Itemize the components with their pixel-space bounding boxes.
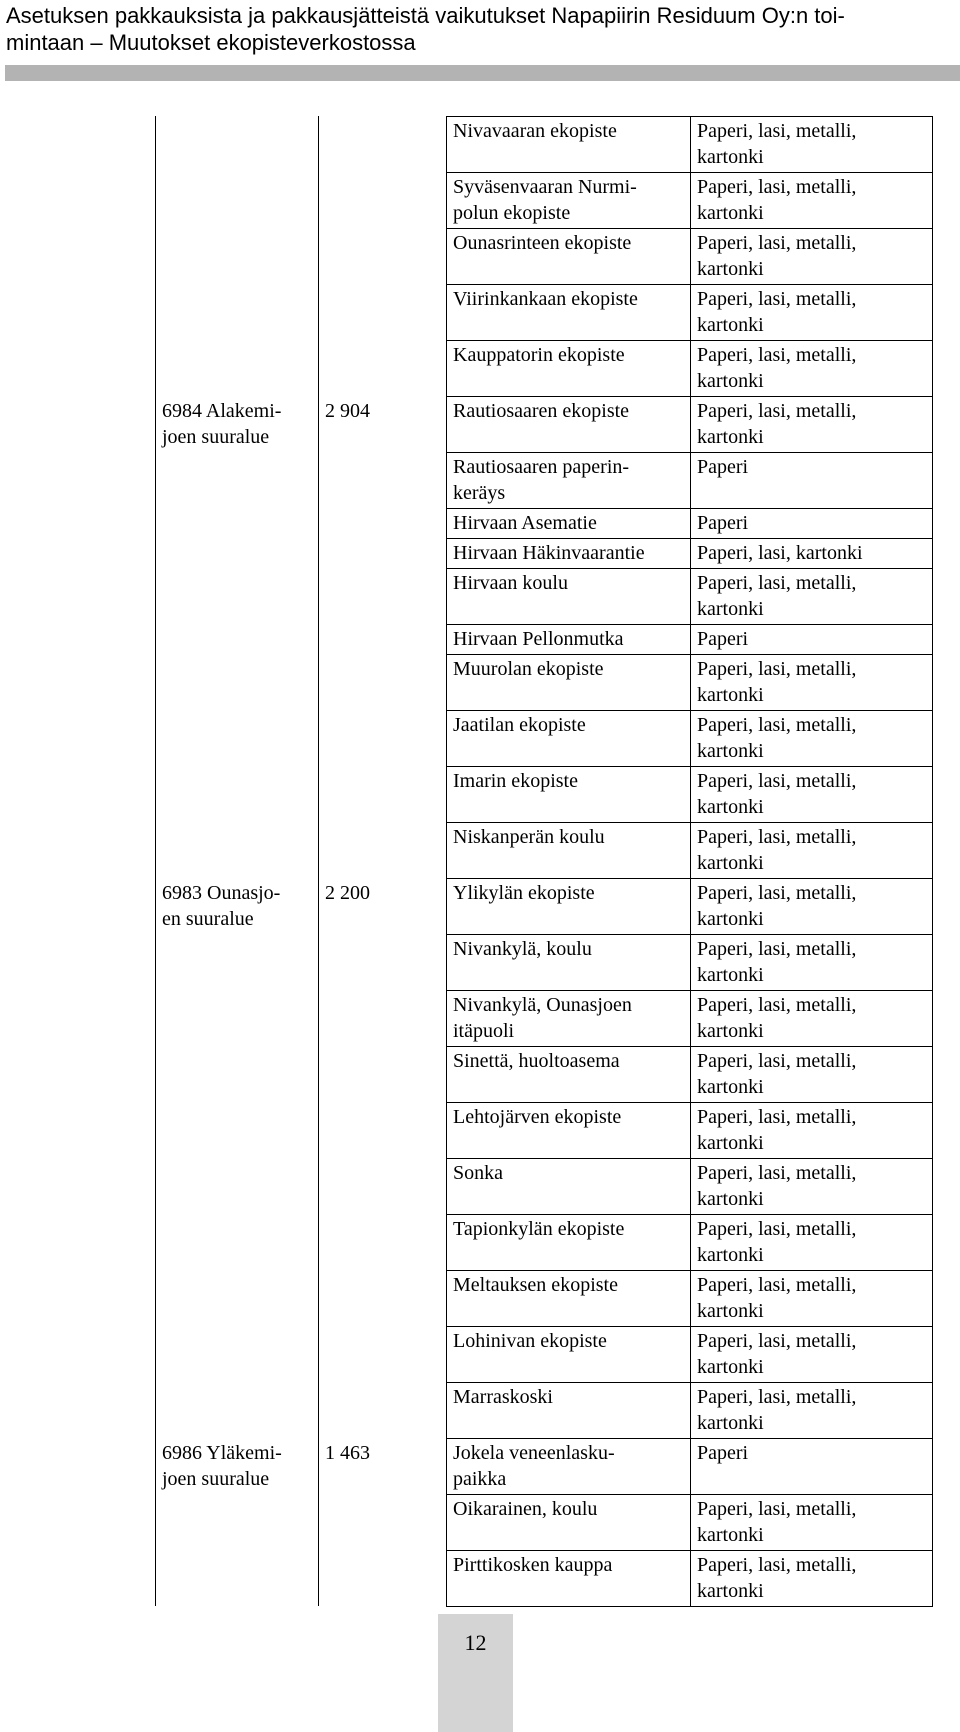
area-name: en suuralue — [162, 908, 254, 930]
materials: Paperi, lasi, metalli, — [697, 882, 857, 904]
materials: Paperi, lasi, metalli, — [697, 176, 857, 198]
materials: Paperi, lasi, metalli, — [697, 1218, 857, 1240]
materials: Paperi, lasi, metalli, — [697, 120, 857, 142]
materials: Paperi, lasi, metalli, — [697, 232, 857, 254]
materials: kartonki — [697, 852, 764, 874]
materials: Paperi, lasi, metalli, — [697, 400, 857, 422]
site-materials-separator — [690, 116, 691, 1607]
materials: Paperi — [697, 1442, 749, 1464]
site-column-left-border — [446, 116, 447, 1607]
site-name: Lehtojärven ekopiste — [453, 1106, 622, 1128]
materials: kartonki — [697, 1412, 764, 1434]
site-name: Rautiosaaren paperin- — [453, 456, 630, 478]
area-name: 6984 Alakemi- — [162, 400, 282, 422]
materials: kartonki — [697, 370, 764, 392]
materials: kartonki — [697, 1524, 764, 1546]
materials: kartonki — [697, 258, 764, 280]
area-population: 2 200 — [325, 882, 370, 904]
site-name: Ylikylän ekopiste — [453, 882, 595, 904]
materials: kartonki — [697, 1076, 764, 1098]
site-name: Jaatilan ekopiste — [453, 714, 586, 736]
materials: Paperi, lasi, metalli, — [697, 1330, 857, 1352]
materials: kartonki — [697, 146, 764, 168]
site-name: Nivavaaran ekopiste — [453, 120, 617, 142]
materials: kartonki — [697, 1300, 764, 1322]
site-name: Niskanperän koulu — [453, 826, 605, 848]
materials: kartonki — [697, 796, 764, 818]
materials: Paperi, lasi, metalli, — [697, 288, 857, 310]
materials: kartonki — [697, 1020, 764, 1042]
site-name: Lohinivan ekopiste — [453, 1330, 607, 1352]
materials: Paperi, lasi, metalli, — [697, 572, 857, 594]
materials: kartonki — [697, 1356, 764, 1378]
header-rule — [5, 65, 960, 81]
site-name: Syväsenvaaran Nurmi- — [453, 176, 637, 198]
left-column-border — [155, 116, 156, 1606]
materials: Paperi, lasi, metalli, — [697, 658, 857, 680]
materials: Paperi, lasi, metalli, — [697, 994, 857, 1016]
area-name: joen suuralue — [162, 426, 270, 448]
site-name: itäpuoli — [453, 1020, 515, 1042]
table-right-border — [932, 116, 933, 1607]
materials: Paperi, lasi, metalli, — [697, 714, 857, 736]
site-name: Hirvaan koulu — [453, 572, 568, 594]
site-name: Hirvaan Pellonmutka — [453, 628, 624, 650]
site-name: polun ekopiste — [453, 202, 571, 224]
header-title-line-2: mintaan – Muutokset ekopisteverkostossa — [6, 30, 416, 55]
materials: Paperi, lasi, metalli, — [697, 1050, 857, 1072]
site-name: paikka — [453, 1468, 507, 1490]
materials: Paperi, lasi, metalli, — [697, 1498, 857, 1520]
site-name: Kauppatorin ekopiste — [453, 344, 625, 366]
site-name: Hirvaan Häkinvaarantie — [453, 542, 645, 564]
materials: Paperi, lasi, metalli, — [697, 1274, 857, 1296]
materials: Paperi, lasi, metalli, — [697, 1554, 857, 1576]
site-name: Tapionkylän ekopiste — [453, 1218, 625, 1240]
materials: kartonki — [697, 964, 764, 986]
header-title-line-1: Asetuksen pakkauksista ja pakkausjätteistä vaikutukset Napapiirin Residuum Oy:n toi- — [6, 3, 845, 28]
materials: Paperi, lasi, metalli, — [697, 1162, 857, 1184]
area-name: joen suuralue — [162, 1468, 270, 1490]
area-name: 6983 Ounasjo- — [162, 882, 281, 904]
materials: Paperi, lasi, metalli, — [697, 770, 857, 792]
site-name: Muurolan ekopiste — [453, 658, 604, 680]
site-name: Pirttikosken kauppa — [453, 1554, 613, 1576]
materials: Paperi, lasi, metalli, — [697, 344, 857, 366]
materials: kartonki — [697, 314, 764, 336]
materials: Paperi, lasi, metalli, — [697, 826, 857, 848]
site-name: Nivankylä, koulu — [453, 938, 592, 960]
materials: kartonki — [697, 1188, 764, 1210]
site-name: Rautiosaaren ekopiste — [453, 400, 630, 422]
materials: kartonki — [697, 426, 764, 448]
site-name: Sinettä, huoltoasema — [453, 1050, 620, 1072]
page-number-box — [438, 1614, 513, 1732]
materials: kartonki — [697, 684, 764, 706]
materials: kartonki — [697, 1132, 764, 1154]
site-name: Meltauksen ekopiste — [453, 1274, 618, 1296]
site-name: Sonka — [453, 1162, 503, 1184]
materials: Paperi, lasi, kartonki — [697, 542, 863, 564]
header-title — [6, 2, 946, 56]
area-population: 1 463 — [325, 1442, 370, 1464]
materials: kartonki — [697, 1580, 764, 1602]
materials: kartonki — [697, 1244, 764, 1266]
area-name: 6986 Yläkemi- — [162, 1442, 282, 1464]
materials: Paperi, lasi, metalli, — [697, 1106, 857, 1128]
area-column-separator — [318, 116, 319, 1606]
site-name: Jokela veneenlasku- — [453, 1442, 615, 1464]
site-name: Viirinkankaan ekopiste — [453, 288, 638, 310]
materials: kartonki — [697, 202, 764, 224]
site-name: Hirvaan Asematie — [453, 512, 597, 534]
site-name: Oikarainen, koulu — [453, 1498, 598, 1520]
materials: kartonki — [697, 740, 764, 762]
materials: kartonki — [697, 598, 764, 620]
materials: Paperi, lasi, metalli, — [697, 1386, 857, 1408]
site-name: Marraskoski — [453, 1386, 553, 1408]
materials: Paperi, lasi, metalli, — [697, 938, 857, 960]
site-name: Imarin ekopiste — [453, 770, 578, 792]
site-name: keräys — [453, 482, 506, 504]
area-population: 2 904 — [325, 400, 370, 422]
materials: Paperi — [697, 628, 749, 650]
site-name: Nivankylä, Ounasjoen — [453, 994, 632, 1016]
site-name: Ounasrinteen ekopiste — [453, 232, 632, 254]
materials: Paperi — [697, 512, 749, 534]
materials: Paperi — [697, 456, 749, 478]
materials: kartonki — [697, 908, 764, 930]
page-number: 12 — [464, 1630, 487, 1655]
